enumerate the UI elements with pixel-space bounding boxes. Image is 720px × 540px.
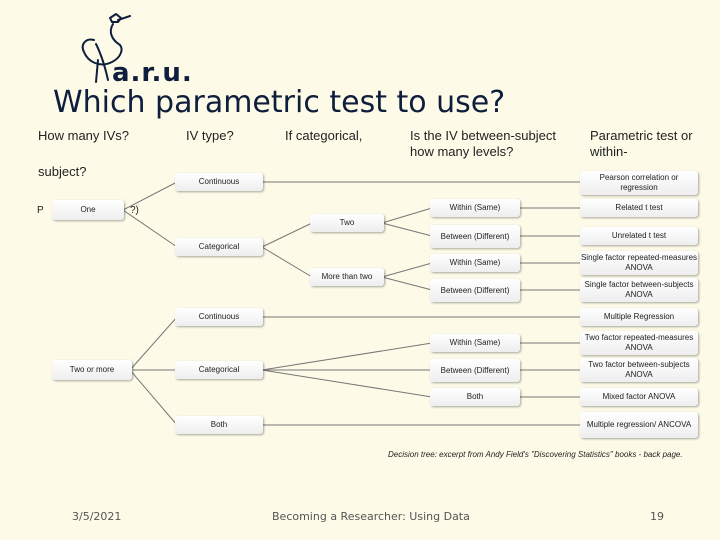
page-title: Which parametric test to use? bbox=[53, 85, 506, 120]
node-both-1: Both bbox=[175, 416, 263, 434]
header-test: Parametric test or within- bbox=[590, 128, 693, 159]
test-single-repeated: Single factor repeated-measures ANOVA bbox=[580, 251, 698, 275]
node-within-2: Within (Same) bbox=[430, 254, 520, 272]
header-subject: subject? bbox=[38, 164, 87, 179]
header-p-fragment: P bbox=[37, 205, 44, 216]
node-within-3: Within (Same) bbox=[430, 334, 520, 352]
node-one: One bbox=[52, 200, 124, 220]
node-categorical-2: Categorical bbox=[175, 361, 263, 379]
footer-page-number: 19 bbox=[650, 510, 664, 523]
header-paren-fragment: ?) bbox=[130, 205, 139, 216]
header-ivs: How many IVs? bbox=[38, 128, 130, 143]
node-between-1: Between (Different) bbox=[430, 225, 520, 248]
test-two-between: Two factor between-subjects ANOVA bbox=[580, 358, 698, 382]
test-mixed: Mixed factor ANOVA bbox=[580, 388, 698, 406]
test-multiple-regression: Multiple Regression bbox=[580, 308, 698, 326]
test-two-repeated: Two factor repeated-measures ANOVA bbox=[580, 331, 698, 355]
node-both-2: Both bbox=[430, 388, 520, 406]
logo-text: a.r.u. bbox=[112, 58, 193, 88]
node-continuous-2: Continuous bbox=[175, 308, 263, 326]
footer-date: 3/5/2021 bbox=[72, 510, 122, 523]
test-unrelated-t: Unrelated t test bbox=[580, 227, 698, 245]
node-between-3: Between (Different) bbox=[430, 359, 520, 382]
node-two: Two bbox=[310, 214, 384, 232]
header-if-categorical: If categorical, bbox=[285, 128, 363, 143]
caption: Decision tree: excerpt from Andy Field's "Discovering Statistics" books - back page. bbox=[388, 450, 683, 459]
node-between-2: Between (Different) bbox=[430, 279, 520, 302]
test-single-between: Single factor between-subjects ANOVA bbox=[580, 278, 698, 302]
footer-center: Becoming a Researcher: Using Data bbox=[272, 510, 470, 523]
header-between-question: Is the IV between-subject how many levels? bbox=[410, 128, 556, 159]
header-iv-type: IV type? bbox=[186, 128, 234, 143]
node-continuous-1: Continuous bbox=[175, 173, 263, 191]
test-multiple-regression-ancova: Multiple regression/ ANCOVA bbox=[580, 412, 698, 438]
node-more-than-two: More than two bbox=[310, 268, 384, 286]
node-categorical-1: Categorical bbox=[175, 238, 263, 256]
test-related-t: Related t test bbox=[580, 199, 698, 217]
test-pearson: Pearson correlation or regression bbox=[580, 171, 698, 195]
node-two-or-more: Two or more bbox=[52, 360, 132, 380]
node-within-1: Within (Same) bbox=[430, 199, 520, 217]
